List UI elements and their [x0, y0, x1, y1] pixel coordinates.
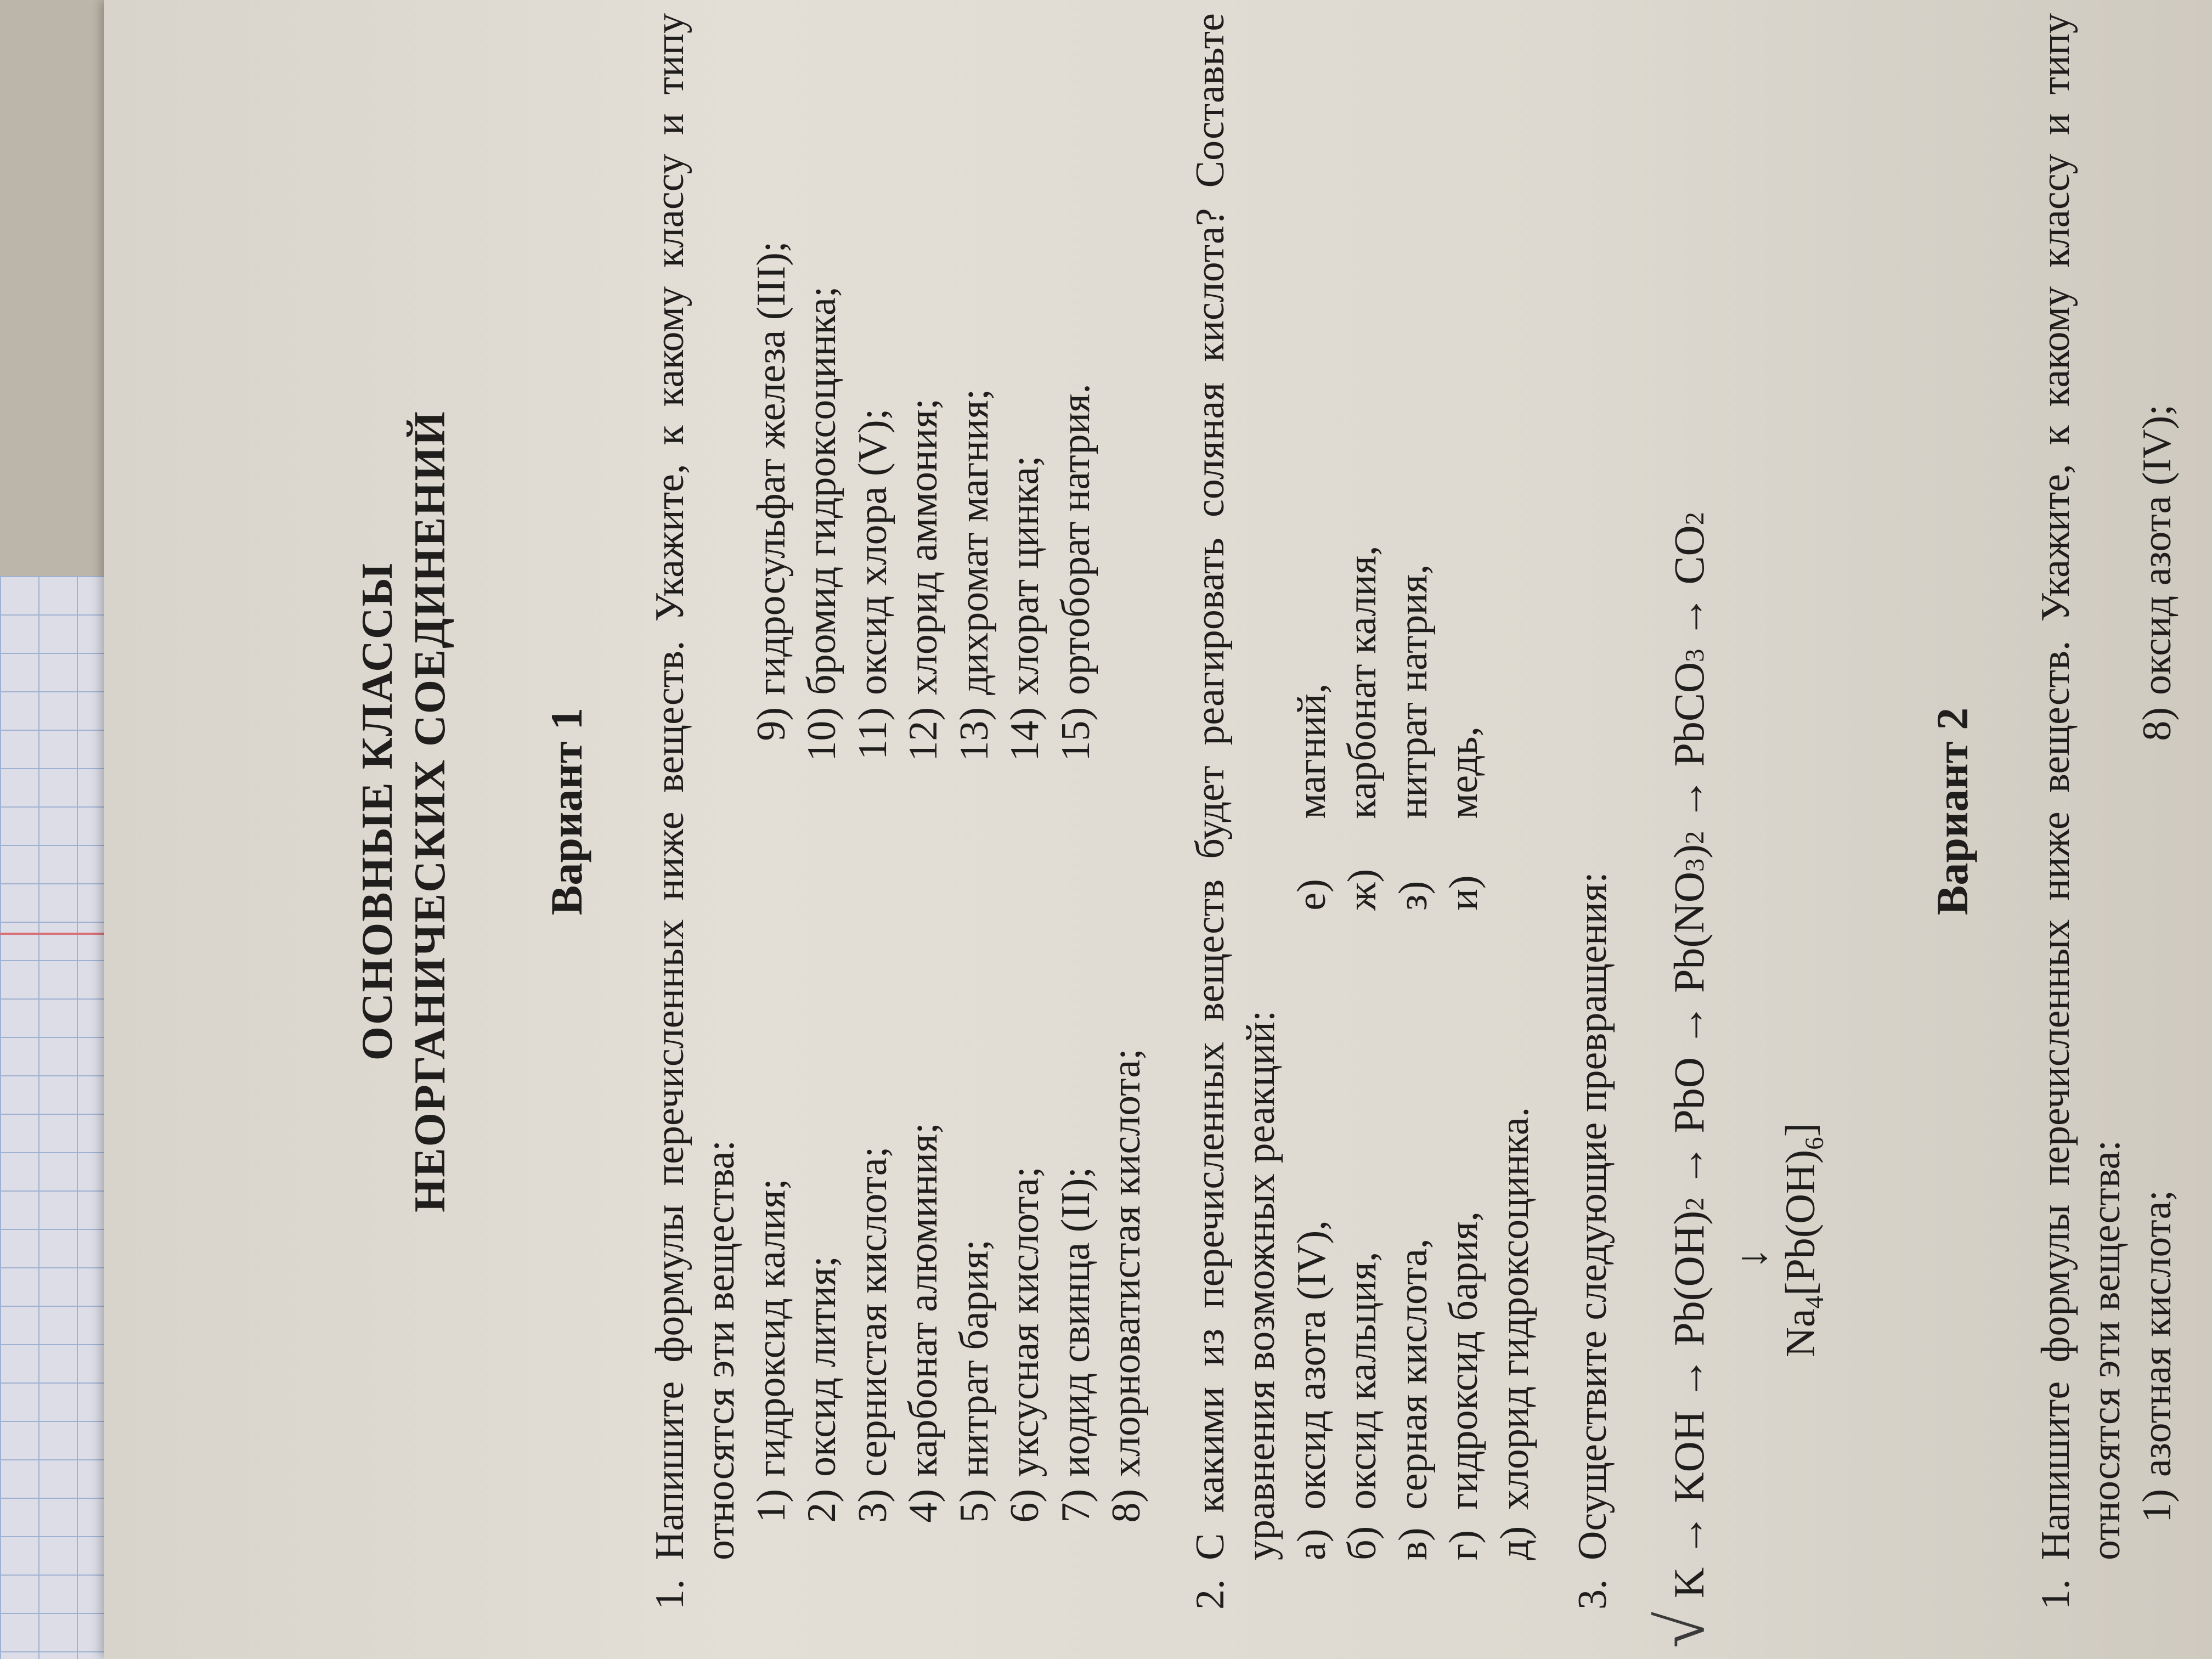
- list-item: 6) уксусная кислота;: [1002, 1166, 1047, 1523]
- task-number: 2.: [1187, 1579, 1233, 1610]
- v2-task-1: [2030, 13, 2183, 1610]
- list-item: 1) гидроксид калия;: [748, 1178, 794, 1523]
- list-item: и) медь,: [1441, 726, 1486, 911]
- reagent-column-right: [1286, 13, 1541, 911]
- list-item: в) серная кислота,: [1390, 1238, 1436, 1560]
- variant-2-heading: Вариант 2: [1927, 707, 1978, 916]
- task-text: С какими из перечисленных веществ будет реагировать соляная кислота? Составьте уравнения возможных реакций:: [1187, 13, 1283, 1560]
- v1-task-1: [645, 13, 1152, 1610]
- page-title: [351, 13, 456, 1610]
- check-mark-icon: √: [1644, 1612, 1718, 1648]
- substance-column-left: [2132, 787, 2183, 1560]
- task-number: 1.: [647, 1579, 692, 1610]
- branch-product: [1727, 1122, 1832, 1357]
- task-number: 3.: [1570, 1579, 1615, 1610]
- substance-column-left: [746, 787, 1152, 1560]
- v1-task-2: [1185, 13, 1541, 1610]
- branch-formula: $Na_4[Pb(OH)_6]$: [1778, 1122, 1830, 1357]
- book-page: [104, 0, 2212, 1659]
- list-item: б) оксид кальция,: [1340, 1251, 1385, 1560]
- list-item: д) хлорид гидроксоцинка.: [1492, 1107, 1537, 1560]
- variant-1-heading: Вариант 1: [541, 707, 591, 916]
- list-item: е) магний,: [1289, 683, 1334, 911]
- list-item: ж) карбонат калия,: [1340, 545, 1385, 911]
- list-item: а) оксид азота (IV),: [1289, 1220, 1334, 1560]
- substance-list: [2132, 13, 2183, 1560]
- list-item: 4) карбонат алюминия;: [901, 1122, 946, 1523]
- task-number: 1.: [2033, 1579, 2078, 1610]
- list-item: 8) оксид азота (IV);: [2134, 404, 2180, 741]
- title-line-1: ОСНОВНЫЕ КЛАССЫ: [353, 562, 402, 1061]
- list-item: 3) сернистая кислота;: [850, 1146, 895, 1523]
- list-item: 14) хлорат цинка;: [1002, 455, 1047, 761]
- list-item: 11) оксид хлора (V);: [850, 408, 895, 760]
- reagent-list: [1286, 13, 1541, 1560]
- task-text: Осуществите следующие превращения:: [1570, 872, 1615, 1560]
- list-item: 1) азотная кислота;: [2134, 1190, 2180, 1523]
- list-item: 10) бромид гидроксоцинка;: [799, 286, 844, 761]
- transformation-chain: √ K → KOH → Pb(OH) 2 → PbO → Pb(NO 3 ) 2 → PbCO 3 → CO 2: [1640, 13, 1723, 1610]
- rotated-page-content: [214, 13, 2212, 1659]
- reagent-column-left: [1286, 911, 1541, 1560]
- substance-column-right: [746, 13, 1152, 787]
- list-item: 15) ортоборат натрия.: [1053, 383, 1098, 761]
- list-item: 8) хлорноватистая кислота;: [1104, 1048, 1149, 1523]
- task-text: Напишите формулы перечисленных ниже веществ. Укажите, к какому классу и типу относятся эти вещества:: [647, 13, 743, 1560]
- list-item: 12) хлорид аммония;: [901, 398, 946, 761]
- list-item: з) нитрат натрия,: [1390, 564, 1436, 911]
- list-item: 7) иодид свинца (II);: [1053, 1167, 1098, 1523]
- list-item: 2) оксид лития;: [799, 1256, 844, 1523]
- task-text: Напишите формулы перечисленных ниже веществ. Укажите, к какому классу и типу относятся эти вещества:: [2033, 13, 2129, 1560]
- v1-task-3: [1567, 13, 1618, 1610]
- list-item: г) гидроксид бария,: [1441, 1211, 1486, 1560]
- down-arrow-icon: ↓: [1727, 1248, 1775, 1269]
- title-line-2: НЕОРГАНИЧЕСКИХ СОЕДИНЕНИЙ: [406, 410, 454, 1212]
- substance-list: [746, 13, 1152, 1560]
- list-item: 9) гидросульфат железа (III);: [748, 241, 794, 741]
- list-item: 13) дихромат магния;: [951, 388, 997, 761]
- list-item: 5) нитрат бария;: [951, 1239, 997, 1523]
- substance-column-right: [2132, 13, 2183, 787]
